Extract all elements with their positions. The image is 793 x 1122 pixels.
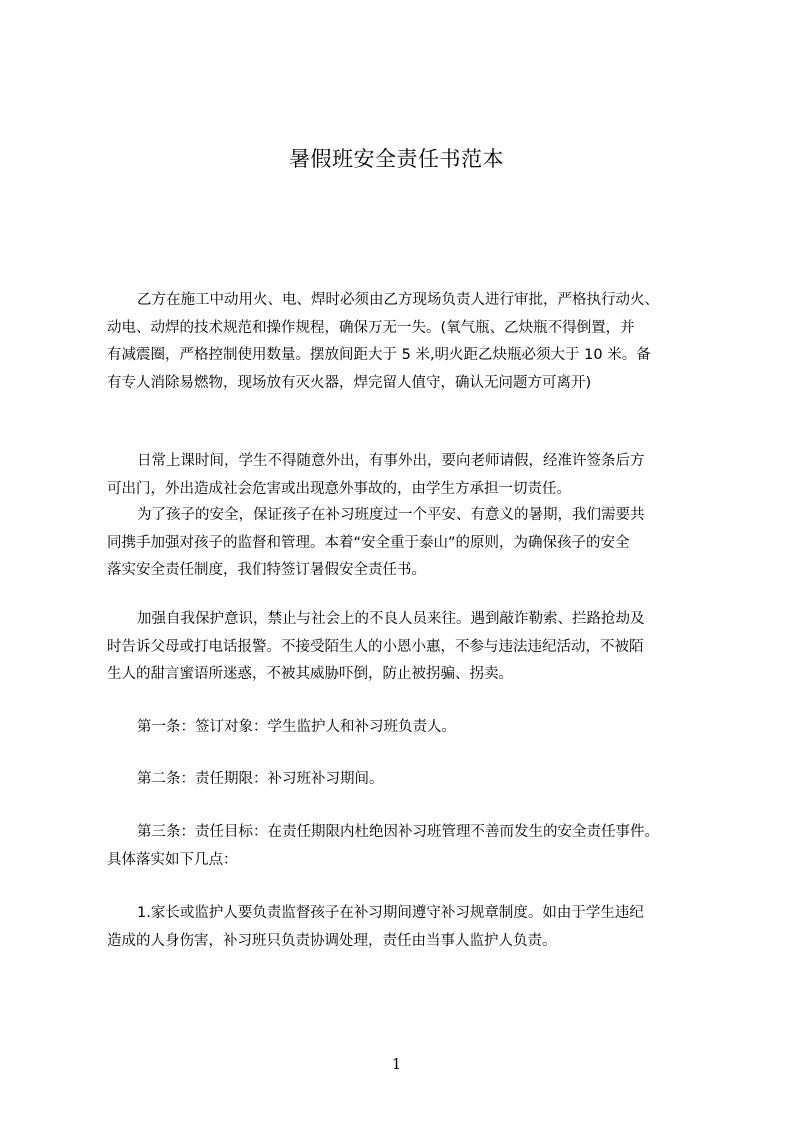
paragraph-fire-welding-rules bbox=[107, 287, 703, 397]
paragraph-self-protection bbox=[107, 606, 703, 689]
article-one bbox=[107, 714, 703, 742]
page-number: 1 bbox=[391, 1055, 402, 1073]
paragraph-line: 第三条：责任目标：在责任期限内杜绝因补习班管理不善而发生的安全责任事件。 bbox=[137, 824, 659, 840]
paragraph-line: 有专人消除易燃物，现场放有灭火器，焊完留人值守，确认无问题方可离开) bbox=[107, 374, 592, 391]
paragraph-purpose bbox=[107, 502, 703, 585]
paragraph-line: 可出门，外出造成社会危害或出现意外事故的，由学生方承担一切责任。 bbox=[107, 480, 571, 497]
paragraph-line: 具体落实如下几点： bbox=[107, 851, 238, 868]
paragraph-line: 1.家长或监护人要负责监督孩子在补习期间遵守补习规章制度。如由于学生违纪 bbox=[137, 905, 644, 921]
paragraph-line: 日常上课时间，学生不得随意外出，有事外出，要向老师请假，经准许签条后方 bbox=[137, 453, 645, 469]
paragraph-line: 第一条：签订对象：学生监护人和补习班负责人。 bbox=[137, 719, 456, 735]
paragraph-line: 动电、动焊的技术规范和操作规程，确保万无一失。(氧气瓶、乙炔瓶不得倒置，并 bbox=[107, 319, 635, 336]
article-two bbox=[107, 766, 703, 794]
paragraph-line: 为了孩子的安全，保证孩子在补习班度过一个平安、有意义的暑期，我们需要共 bbox=[137, 507, 645, 523]
paragraph-line: 造成的人身伤害，补习班只负责协调处理，责任由当事人监护人负责。 bbox=[107, 932, 557, 949]
document-title: 暑假班安全责任书范本 bbox=[289, 147, 504, 171]
paragraph-line: 时告诉父母或打电话报警。不接受陌生人的小恩小惠，不参与违法违纪活动，不被陌 bbox=[107, 638, 644, 655]
paragraph-line: 加强自我保护意识，禁止与社会上的不良人员来往。遇到敲诈勒索、拦路抢劫及 bbox=[137, 611, 645, 627]
paragraph-line: 第二条：责任期限：补习班补习期间。 bbox=[137, 771, 384, 787]
paragraph-line: 同携手加强对孩子的监督和管理。本着“安全重于泰山”的原则，为确保孩子的安全 bbox=[107, 534, 630, 551]
paragraph-class-time-rules bbox=[107, 448, 703, 503]
paragraph-line: 落实安全责任制度，我们特签订暑假安全责任书。 bbox=[107, 562, 426, 578]
paragraph-line: 生人的甜言蜜语所迷惑，不被其威胁吓倒，防止被拐骗、拐卖。 bbox=[107, 666, 513, 682]
paragraph-line: 乙方在施工中动用火、电、焊时必须由乙方现场负责人进行审批，严格执行动火、 bbox=[137, 292, 659, 308]
paragraph-line: 有减震圈，严格控制使用数量。摆放间距大于 5 米,明火距乙炔瓶必须大于 10 米。备 bbox=[107, 347, 651, 363]
article-three bbox=[107, 819, 703, 874]
point-one bbox=[107, 900, 703, 955]
